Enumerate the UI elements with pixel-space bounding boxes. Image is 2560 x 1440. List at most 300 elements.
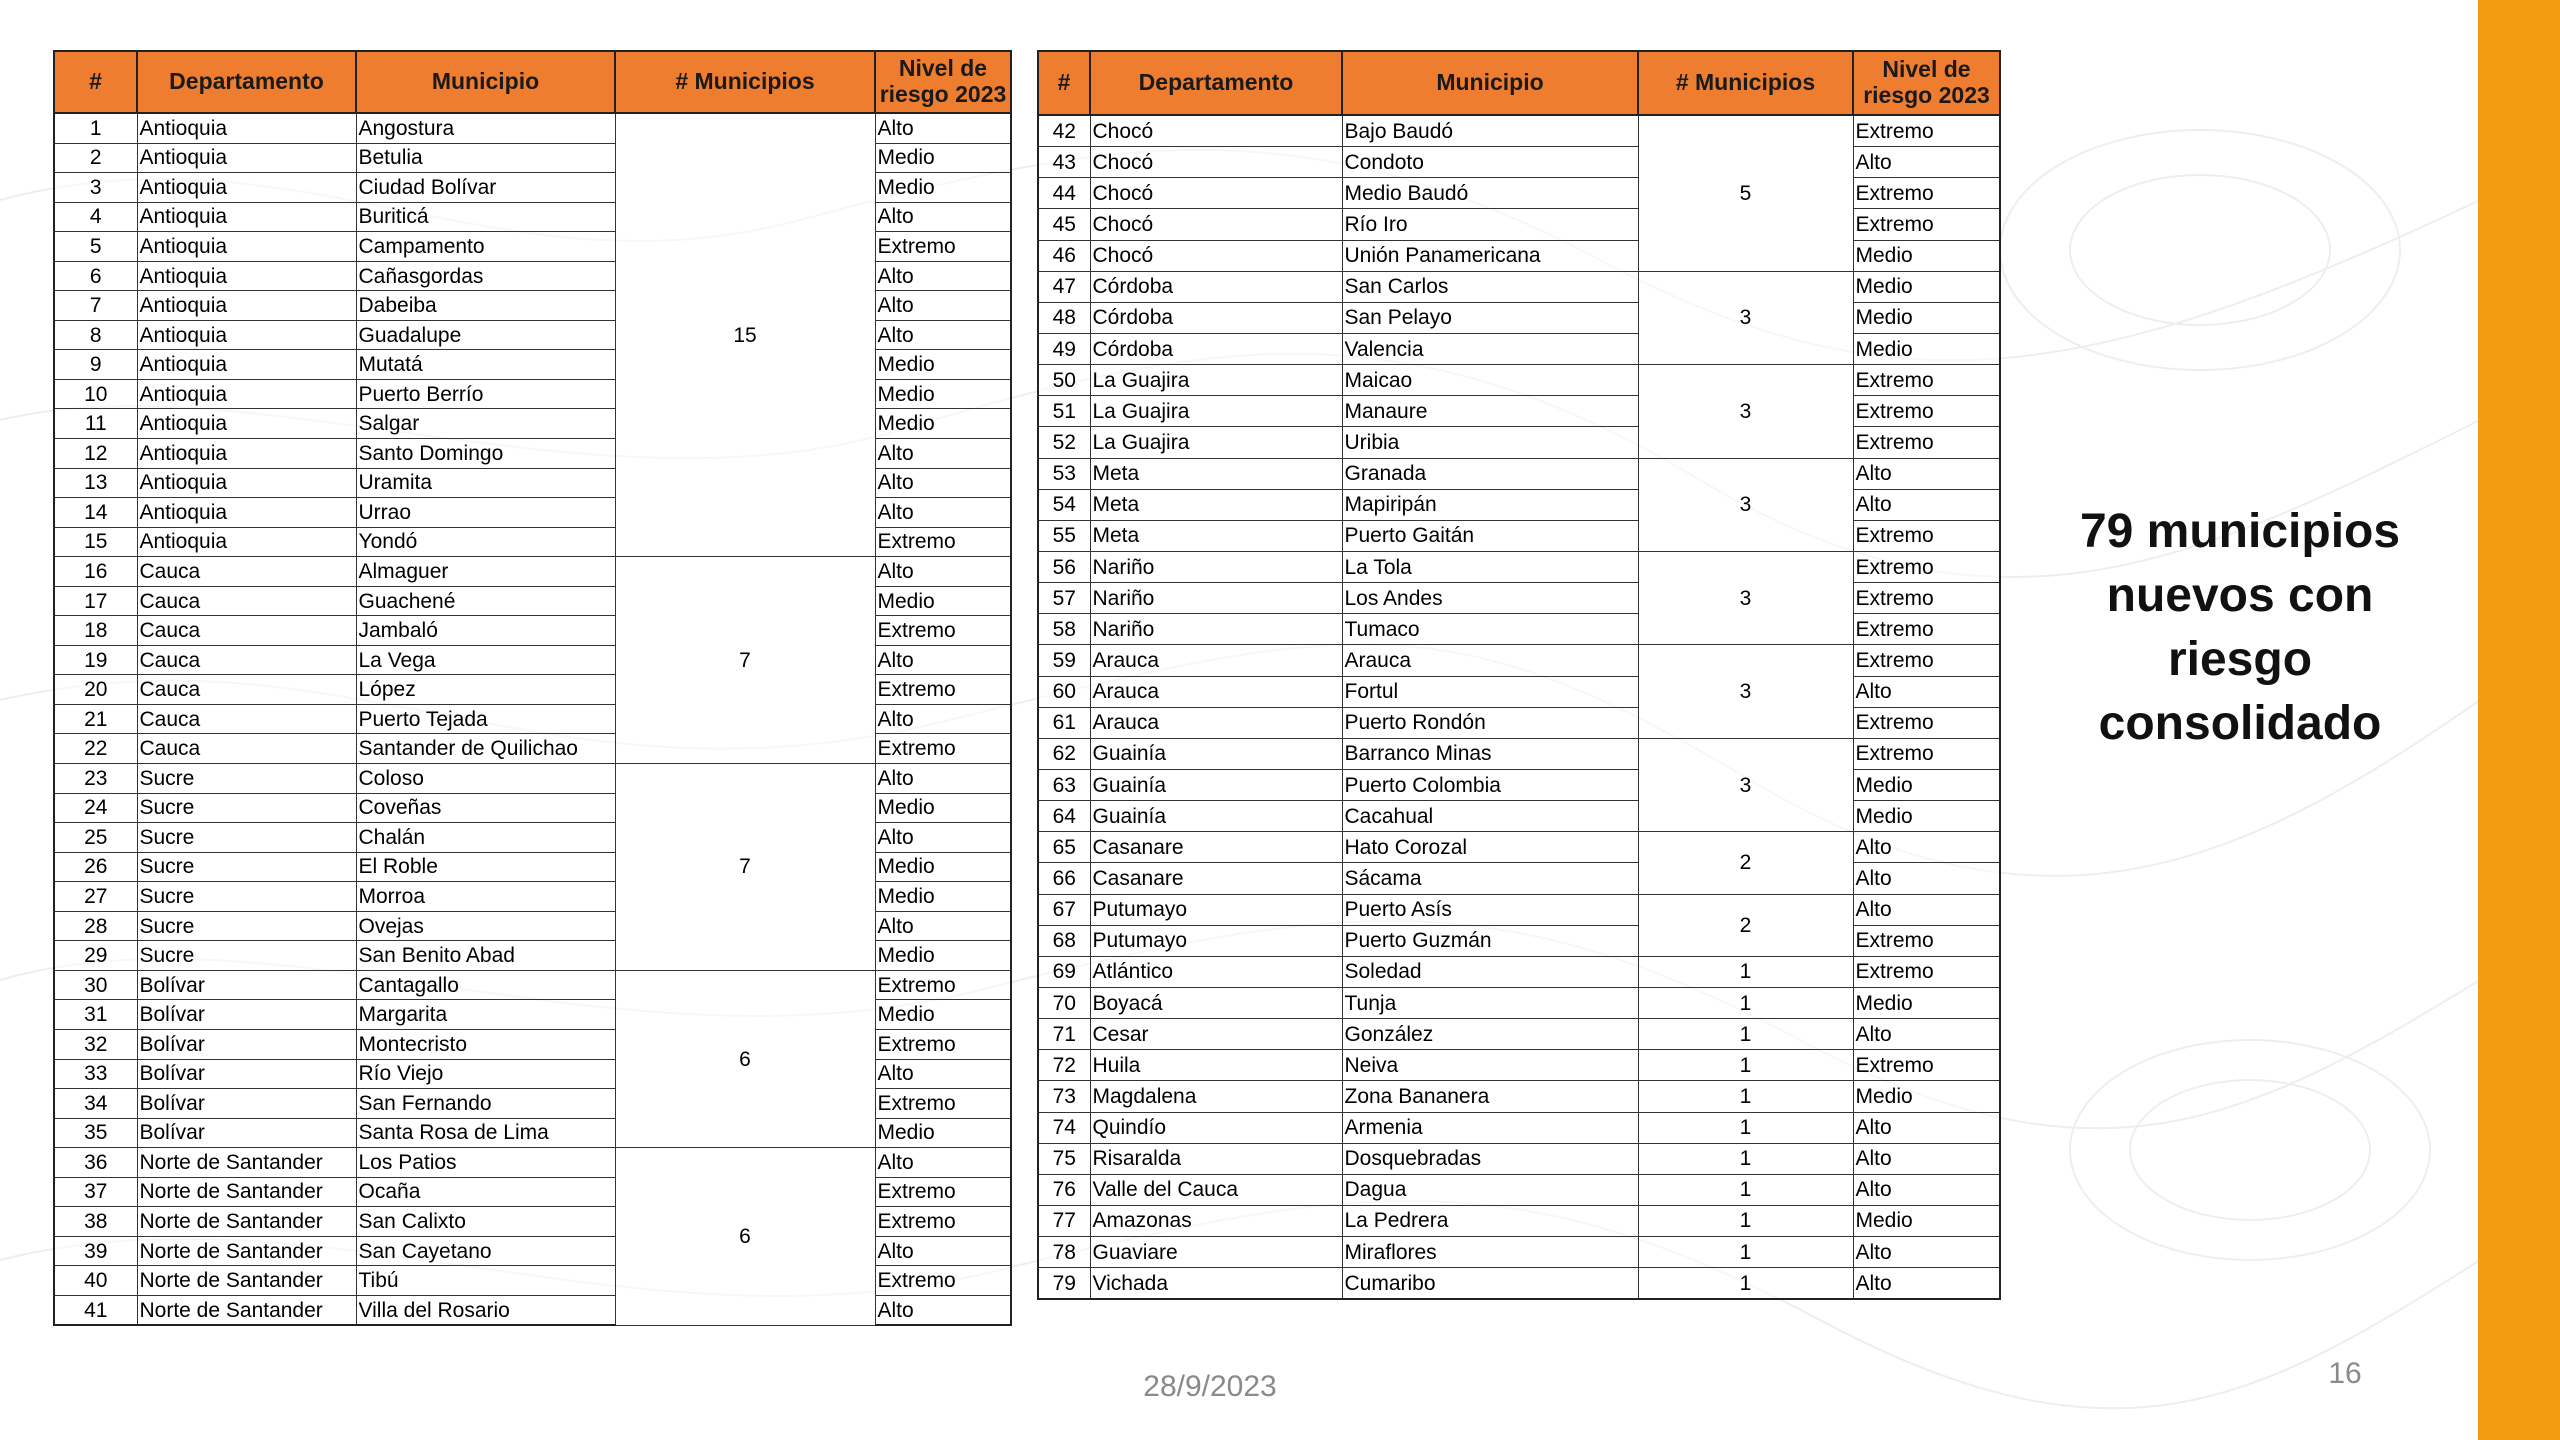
row-number-cell: 51: [1038, 396, 1090, 427]
municipio-cell: Sácama: [1342, 863, 1638, 894]
table-row: [1038, 707, 2000, 738]
table-row: [1038, 1268, 2000, 1300]
row-number-cell: 2: [54, 143, 137, 173]
risk-level-cell: Medio: [875, 852, 1011, 882]
row-number-cell: 27: [54, 882, 137, 912]
risk-level-cell: Alto: [1853, 1174, 2000, 1205]
municipio-cell: Soledad: [1342, 956, 1638, 987]
risk-level-cell: Medio: [875, 1118, 1011, 1148]
risk-level-cell: Medio: [1853, 302, 2000, 333]
municipio-cell: Barranco Minas: [1342, 738, 1638, 769]
risk-level-cell: Medio: [1853, 333, 2000, 364]
page-number: 16: [2328, 1357, 2362, 1390]
departamento-cell: Antioquia: [137, 468, 356, 498]
row-number-cell: 40: [54, 1266, 137, 1296]
risk-level-cell: Extremo: [875, 1177, 1011, 1207]
departamento-cell: Cauca: [137, 645, 356, 675]
municipio-cell: Cañasgordas: [356, 261, 615, 291]
risk-level-cell: Extremo: [875, 734, 1011, 764]
table-row: [1038, 676, 2000, 707]
risk-level-cell: Extremo: [1853, 645, 2000, 676]
municipios-count-cell: 3: [1638, 551, 1853, 644]
risk-level-cell: Alto: [875, 439, 1011, 469]
municipio-cell: Neiva: [1342, 1050, 1638, 1081]
departamento-cell: Meta: [1090, 489, 1342, 520]
municipio-cell: Ocaña: [356, 1177, 615, 1207]
departamento-cell: Putumayo: [1090, 925, 1342, 956]
table-row: [1038, 271, 2000, 302]
row-number-cell: 45: [1038, 209, 1090, 240]
municipios-table-left: [53, 50, 1012, 1326]
table-row: [1038, 583, 2000, 614]
risk-level-cell: Extremo: [1853, 520, 2000, 551]
municipio-cell: Villa del Rosario: [356, 1295, 615, 1325]
row-number-cell: 21: [54, 704, 137, 734]
municipio-cell: San Calixto: [356, 1207, 615, 1237]
risk-level-cell: Medio: [875, 941, 1011, 971]
row-number-cell: 69: [1038, 956, 1090, 987]
table-row: [1038, 1205, 2000, 1236]
risk-level-cell: Extremo: [875, 675, 1011, 705]
municipio-cell: López: [356, 675, 615, 705]
row-number-cell: 68: [1038, 925, 1090, 956]
risk-level-cell: Extremo: [875, 232, 1011, 262]
risk-level-cell: Extremo: [1853, 583, 2000, 614]
row-number-cell: 37: [54, 1177, 137, 1207]
row-number-cell: 48: [1038, 302, 1090, 333]
municipio-cell: Puerto Colombia: [1342, 769, 1638, 800]
municipios-count-cell: 6: [615, 970, 875, 1147]
row-number-cell: 36: [54, 1148, 137, 1178]
row-number-cell: 25: [54, 823, 137, 853]
departamento-cell: Antioquia: [137, 527, 356, 557]
departamento-cell: Antioquia: [137, 409, 356, 439]
departamento-cell: Norte de Santander: [137, 1236, 356, 1266]
table-row: [1038, 365, 2000, 396]
departamento-cell: Guainía: [1090, 738, 1342, 769]
municipio-cell: Santander de Quilichao: [356, 734, 615, 764]
risk-level-cell: Extremo: [1853, 956, 2000, 987]
municipio-cell: Los Patios: [356, 1148, 615, 1178]
municipio-cell: San Carlos: [1342, 271, 1638, 302]
departamento-cell: Antioquia: [137, 498, 356, 528]
departamento-cell: Meta: [1090, 458, 1342, 489]
departamento-cell: Guaviare: [1090, 1237, 1342, 1268]
risk-level-cell: Alto: [875, 498, 1011, 528]
table-row: [1038, 209, 2000, 240]
departamento-cell: Meta: [1090, 520, 1342, 551]
municipio-cell: Puerto Guzmán: [1342, 925, 1638, 956]
municipio-cell: Ovejas: [356, 911, 615, 941]
row-number-cell: 20: [54, 675, 137, 705]
municipio-cell: Zona Bananera: [1342, 1081, 1638, 1112]
risk-level-cell: Alto: [875, 764, 1011, 794]
row-number-cell: 61: [1038, 707, 1090, 738]
departamento-cell: La Guajira: [1090, 427, 1342, 458]
row-number-cell: 39: [54, 1236, 137, 1266]
table-row: [1038, 1081, 2000, 1112]
municipio-cell: Dagua: [1342, 1174, 1638, 1205]
table-row: [1038, 614, 2000, 645]
departamento-cell: Arauca: [1090, 676, 1342, 707]
departamento-cell: Cauca: [137, 704, 356, 734]
row-number-cell: 17: [54, 586, 137, 616]
row-number-cell: 34: [54, 1089, 137, 1119]
risk-level-cell: Medio: [875, 409, 1011, 439]
municipio-cell: Buriticá: [356, 202, 615, 232]
header-count: # Municipios: [615, 51, 875, 113]
title-line: nuevos con: [2106, 569, 2374, 622]
risk-level-cell: Medio: [1853, 801, 2000, 832]
municipio-cell: Cumaribo: [1342, 1268, 1638, 1300]
departamento-cell: Bolívar: [137, 1000, 356, 1030]
municipios-count-cell: 1: [1638, 1205, 1853, 1236]
municipio-cell: Dabeiba: [356, 291, 615, 321]
risk-level-cell: Extremo: [875, 1029, 1011, 1059]
municipios-count-cell: 6: [615, 1148, 875, 1326]
risk-level-cell: Alto: [1853, 1268, 2000, 1300]
row-number-cell: 22: [54, 734, 137, 764]
table-row: [1038, 458, 2000, 489]
municipios-count-cell: 1: [1638, 1174, 1853, 1205]
row-number-cell: 3: [54, 173, 137, 203]
municipio-cell: Santa Rosa de Lima: [356, 1118, 615, 1148]
title-line: consolidado: [2098, 697, 2382, 750]
departamento-cell: Huila: [1090, 1050, 1342, 1081]
row-number-cell: 77: [1038, 1205, 1090, 1236]
departamento-cell: Antioquia: [137, 379, 356, 409]
table-row: [1038, 115, 2000, 147]
row-number-cell: 11: [54, 409, 137, 439]
table-row: [1038, 1112, 2000, 1143]
table-row: [1038, 333, 2000, 364]
departamento-cell: Nariño: [1090, 614, 1342, 645]
row-number-cell: 18: [54, 616, 137, 646]
table-row: [1038, 551, 2000, 582]
row-number-cell: 65: [1038, 832, 1090, 863]
risk-level-cell: Alto: [875, 320, 1011, 350]
departamento-cell: Antioquia: [137, 232, 356, 262]
row-number-cell: 14: [54, 498, 137, 528]
departamento-cell: Amazonas: [1090, 1205, 1342, 1236]
row-number-cell: 42: [1038, 115, 1090, 147]
municipio-cell: Granada: [1342, 458, 1638, 489]
risk-level-cell: Medio: [875, 173, 1011, 203]
municipios-count-cell: 1: [1638, 1268, 1853, 1300]
risk-level-cell: Alto: [875, 468, 1011, 498]
departamento-cell: Guainía: [1090, 801, 1342, 832]
row-number-cell: 6: [54, 261, 137, 291]
departamento-cell: Antioquia: [137, 173, 356, 203]
risk-level-cell: Extremo: [1853, 427, 2000, 458]
row-number-cell: 15: [54, 527, 137, 557]
departamento-cell: Cauca: [137, 557, 356, 587]
row-number-cell: 23: [54, 764, 137, 794]
row-number-cell: 12: [54, 439, 137, 469]
table-row: [54, 557, 1011, 587]
row-number-cell: 73: [1038, 1081, 1090, 1112]
risk-level-cell: Extremo: [1853, 925, 2000, 956]
table-row: [1038, 520, 2000, 551]
risk-level-cell: Medio: [875, 882, 1011, 912]
departamento-cell: Chocó: [1090, 240, 1342, 271]
row-number-cell: 74: [1038, 1112, 1090, 1143]
municipio-cell: Guadalupe: [356, 320, 615, 350]
row-number-cell: 35: [54, 1118, 137, 1148]
municipio-cell: Tibú: [356, 1266, 615, 1296]
risk-level-cell: Extremo: [1853, 209, 2000, 240]
risk-level-cell: Extremo: [875, 1266, 1011, 1296]
departamento-cell: Cauca: [137, 586, 356, 616]
departamento-cell: Norte de Santander: [137, 1207, 356, 1237]
municipio-cell: Margarita: [356, 1000, 615, 1030]
departamento-cell: Antioquia: [137, 202, 356, 232]
municipio-cell: Manaure: [1342, 396, 1638, 427]
table-row: [1038, 427, 2000, 458]
table-row: [1038, 1050, 2000, 1081]
municipio-cell: Condoto: [1342, 147, 1638, 178]
row-number-cell: 54: [1038, 489, 1090, 520]
row-number-cell: 76: [1038, 1174, 1090, 1205]
municipios-count-cell: 1: [1638, 1143, 1853, 1174]
risk-level-cell: Alto: [1853, 458, 2000, 489]
header-departamento: Departamento: [137, 51, 356, 113]
row-number-cell: 41: [54, 1295, 137, 1325]
risk-level-cell: Alto: [875, 261, 1011, 291]
departamento-cell: Sucre: [137, 941, 356, 971]
risk-level-cell: Alto: [1853, 147, 2000, 178]
municipio-cell: La Tola: [1342, 551, 1638, 582]
row-number-cell: 64: [1038, 801, 1090, 832]
risk-level-cell: Extremo: [1853, 1050, 2000, 1081]
risk-level-cell: Alto: [1853, 832, 2000, 863]
risk-level-cell: Alto: [1853, 676, 2000, 707]
risk-level-cell: Alto: [875, 645, 1011, 675]
municipio-cell: Valencia: [1342, 333, 1638, 364]
risk-level-cell: Extremo: [875, 970, 1011, 1000]
municipio-cell: Maicao: [1342, 365, 1638, 396]
municipios-count-cell: 1: [1638, 1112, 1853, 1143]
departamento-cell: Cauca: [137, 616, 356, 646]
departamento-cell: Bolívar: [137, 1059, 356, 1089]
footer-date: 28/9/2023: [1143, 1370, 1277, 1403]
risk-level-cell: Alto: [1853, 863, 2000, 894]
municipio-cell: Betulia: [356, 143, 615, 173]
row-number-cell: 7: [54, 291, 137, 321]
row-number-cell: 5: [54, 232, 137, 262]
municipio-cell: Urrao: [356, 498, 615, 528]
row-number-cell: 59: [1038, 645, 1090, 676]
row-number-cell: 26: [54, 852, 137, 882]
departamento-cell: Arauca: [1090, 645, 1342, 676]
departamento-cell: Antioquia: [137, 320, 356, 350]
header-municipio: Municipio: [356, 51, 615, 113]
table-row: [1038, 178, 2000, 209]
row-number-cell: 49: [1038, 333, 1090, 364]
table-row: [1038, 738, 2000, 769]
risk-level-cell: Alto: [875, 1148, 1011, 1178]
row-number-cell: 38: [54, 1207, 137, 1237]
risk-level-cell: Alto: [875, 202, 1011, 232]
municipio-cell: Mutatá: [356, 350, 615, 380]
table-row: [1038, 987, 2000, 1018]
departamento-cell: Nariño: [1090, 551, 1342, 582]
row-number-cell: 30: [54, 970, 137, 1000]
row-number-cell: 63: [1038, 769, 1090, 800]
risk-level-cell: Medio: [1853, 987, 2000, 1018]
departamento-cell: Bolívar: [137, 970, 356, 1000]
departamento-cell: Antioquia: [137, 143, 356, 173]
risk-level-cell: Extremo: [875, 527, 1011, 557]
municipios-count-cell: 2: [1638, 832, 1853, 894]
table-row: [1038, 645, 2000, 676]
municipio-cell: Jambaló: [356, 616, 615, 646]
header-number: #: [1038, 51, 1090, 115]
municipios-count-cell: 1: [1638, 956, 1853, 987]
row-number-cell: 66: [1038, 863, 1090, 894]
risk-level-cell: Alto: [875, 911, 1011, 941]
departamento-cell: Casanare: [1090, 863, 1342, 894]
departamento-cell: Sucre: [137, 793, 356, 823]
departamento-cell: Sucre: [137, 852, 356, 882]
risk-level-cell: Alto: [1853, 1019, 2000, 1050]
municipio-cell: Medio Baudó: [1342, 178, 1638, 209]
municipios-count-cell: 15: [615, 113, 875, 557]
risk-level-cell: Extremo: [875, 616, 1011, 646]
table-row: [1038, 147, 2000, 178]
risk-level-cell: Extremo: [1853, 178, 2000, 209]
risk-level-cell: Extremo: [1853, 614, 2000, 645]
departamento-cell: Atlántico: [1090, 956, 1342, 987]
departamento-cell: Norte de Santander: [137, 1266, 356, 1296]
municipio-cell: Arauca: [1342, 645, 1638, 676]
table-row: [54, 970, 1011, 1000]
table-body-right: [1038, 115, 2000, 1299]
municipios-count-cell: 5: [1638, 115, 1853, 271]
row-number-cell: 70: [1038, 987, 1090, 1018]
municipio-cell: Armenia: [1342, 1112, 1638, 1143]
header-risk-level: Nivel de riesgo 2023: [1853, 51, 2000, 115]
risk-level-cell: Alto: [875, 1236, 1011, 1266]
departamento-cell: Cesar: [1090, 1019, 1342, 1050]
municipios-table-right: [1037, 50, 2001, 1300]
table-row: [1038, 489, 2000, 520]
risk-level-cell: Alto: [875, 113, 1011, 143]
risk-level-cell: Medio: [1853, 240, 2000, 271]
row-number-cell: 62: [1038, 738, 1090, 769]
row-number-cell: 57: [1038, 583, 1090, 614]
row-number-cell: 67: [1038, 894, 1090, 925]
table-row: [54, 1148, 1011, 1178]
departamento-cell: Arauca: [1090, 707, 1342, 738]
row-number-cell: 55: [1038, 520, 1090, 551]
municipios-count-cell: 7: [615, 557, 875, 764]
municipio-cell: Puerto Asís: [1342, 894, 1638, 925]
departamento-cell: Risaralda: [1090, 1143, 1342, 1174]
risk-level-cell: Alto: [875, 291, 1011, 321]
departamento-cell: Chocó: [1090, 147, 1342, 178]
municipios-count-cell: 1: [1638, 1237, 1853, 1268]
departamento-cell: Antioquia: [137, 291, 356, 321]
risk-level-cell: Extremo: [1853, 707, 2000, 738]
departamento-cell: Guainía: [1090, 769, 1342, 800]
municipio-cell: Uramita: [356, 468, 615, 498]
departamento-cell: Quindío: [1090, 1112, 1342, 1143]
municipio-cell: San Fernando: [356, 1089, 615, 1119]
table-row: [1038, 302, 2000, 333]
accent-bar: [2478, 0, 2560, 1440]
departamento-cell: Córdoba: [1090, 333, 1342, 364]
departamento-cell: Bolívar: [137, 1089, 356, 1119]
municipio-cell: Bajo Baudó: [1342, 115, 1638, 147]
municipio-cell: Río Iro: [1342, 209, 1638, 240]
municipio-cell: Fortul: [1342, 676, 1638, 707]
municipios-count-cell: 3: [1638, 645, 1853, 738]
table-body-left: [54, 113, 1011, 1325]
departamento-cell: Norte de Santander: [137, 1177, 356, 1207]
departamento-cell: Antioquia: [137, 350, 356, 380]
table-row: [1038, 1237, 2000, 1268]
municipios-count-cell: 3: [1638, 458, 1853, 551]
risk-level-cell: Alto: [1853, 894, 2000, 925]
header-risk-level: Nivel de riesgo 2023: [875, 51, 1011, 113]
municipio-cell: Coloso: [356, 764, 615, 794]
row-number-cell: 53: [1038, 458, 1090, 489]
departamento-cell: Cauca: [137, 734, 356, 764]
table-row: [1038, 956, 2000, 987]
municipios-count-cell: 3: [1638, 271, 1853, 364]
table-row: [1038, 1019, 2000, 1050]
table-row: [54, 764, 1011, 794]
departamento-cell: Boyacá: [1090, 987, 1342, 1018]
municipio-cell: Ciudad Bolívar: [356, 173, 615, 203]
municipio-cell: Río Viejo: [356, 1059, 615, 1089]
departamento-cell: Casanare: [1090, 832, 1342, 863]
municipio-cell: Cantagallo: [356, 970, 615, 1000]
risk-level-cell: Extremo: [875, 1207, 1011, 1237]
row-number-cell: 32: [54, 1029, 137, 1059]
row-number-cell: 46: [1038, 240, 1090, 271]
risk-level-cell: Alto: [1853, 1237, 2000, 1268]
departamento-cell: Bolívar: [137, 1029, 356, 1059]
departamento-cell: Córdoba: [1090, 302, 1342, 333]
municipio-cell: Puerto Berrío: [356, 379, 615, 409]
departamento-cell: Sucre: [137, 882, 356, 912]
departamento-cell: La Guajira: [1090, 365, 1342, 396]
municipio-cell: Angostura: [356, 113, 615, 143]
municipio-cell: San Pelayo: [1342, 302, 1638, 333]
risk-level-cell: Medio: [875, 1000, 1011, 1030]
municipio-cell: Guachené: [356, 586, 615, 616]
row-number-cell: 52: [1038, 427, 1090, 458]
risk-level-cell: Alto: [875, 823, 1011, 853]
risk-level-cell: Extremo: [1853, 551, 2000, 582]
departamento-cell: Vichada: [1090, 1268, 1342, 1300]
row-number-cell: 75: [1038, 1143, 1090, 1174]
title-line: 79 municipios: [2079, 505, 2401, 558]
municipio-cell: Miraflores: [1342, 1237, 1638, 1268]
row-number-cell: 13: [54, 468, 137, 498]
municipios-count-cell: 3: [1638, 365, 1853, 458]
title-line: riesgo: [2167, 633, 2313, 686]
municipio-cell: Cacahual: [1342, 801, 1638, 832]
municipio-cell: Unión Panamericana: [1342, 240, 1638, 271]
risk-level-cell: Extremo: [1853, 396, 2000, 427]
header-number: #: [54, 51, 137, 113]
municipio-cell: Montecristo: [356, 1029, 615, 1059]
risk-level-cell: Extremo: [1853, 115, 2000, 147]
table-row: [1038, 801, 2000, 832]
